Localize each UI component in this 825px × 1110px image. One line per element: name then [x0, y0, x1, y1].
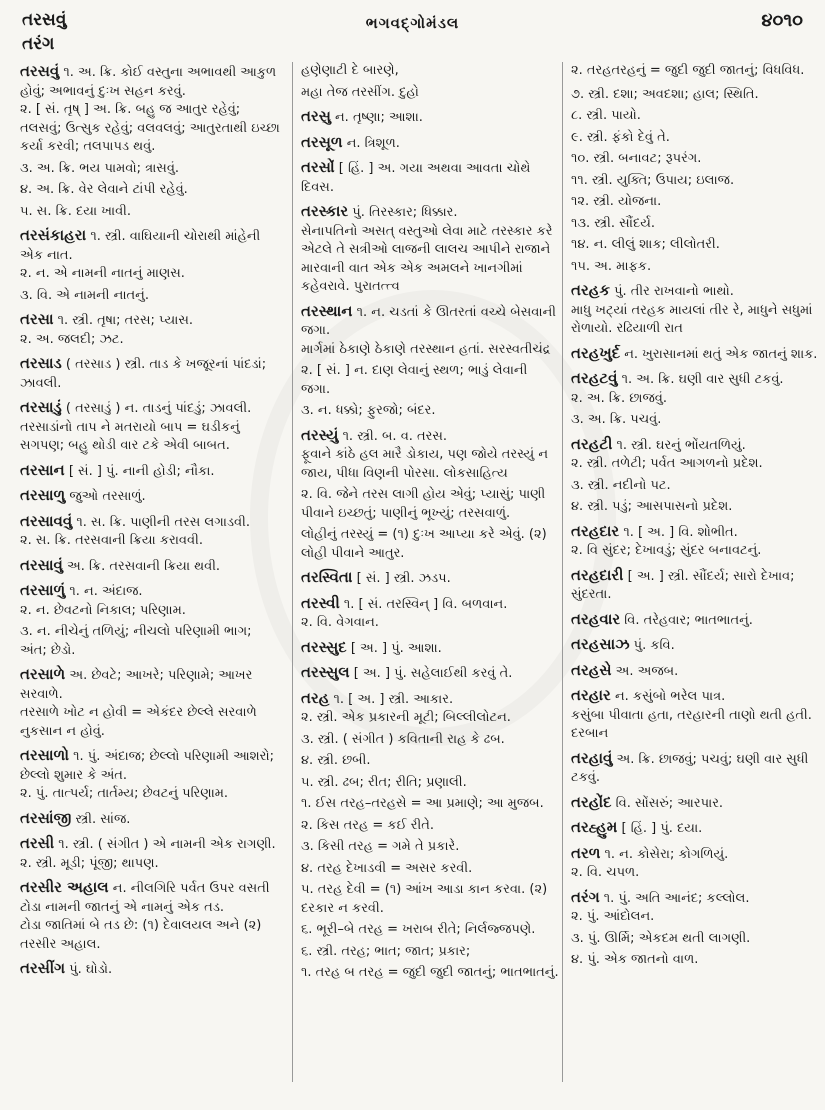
headword: તરહાવું — [571, 748, 613, 767]
headword: તરસવું — [20, 62, 60, 80]
definition-line: ન. ખુરાસાનમાં થતું એક જાતનું શાક. — [624, 346, 818, 362]
definition-line: ૨. વિ. ચપળ. — [571, 865, 640, 880]
definition-line: ૧૪. ન. લીલું શાક; લીલોતરી. — [571, 237, 720, 252]
definition-line: ૨. [ સં. ] ન. દાણ લેવાનું સ્થળ; ભાડું લેવાની જગા. — [301, 363, 528, 397]
definition-line: [ સં. ] પું. નાની હોડી; નૌકા. — [68, 463, 215, 479]
dictionary-entry — [571, 566, 819, 605]
headword: તરસ્થાન — [301, 301, 353, 320]
headword: તરહક — [571, 281, 610, 299]
definition-line: લોહીનું તરસ્યું = (૧) દુઃખ આપ્યા કરે એવું. (૨) લોહી પીવાને આતુર. — [301, 527, 547, 561]
headword: તરહવાર — [571, 609, 621, 628]
headword: તરસાવવું — [20, 511, 73, 530]
definition-line: માર્ગમાં ઠેકાણે ઠેકાણે તરસ્થાન હતાં. સરસ્વતીચંદ્ર — [301, 341, 551, 357]
headword: તરસાળે — [20, 665, 66, 683]
page-number: ૪૦૧૦ — [761, 10, 803, 31]
definition-line: ૫. તરહ દેવી = (૧) આંખ આડા કાન કરવા. (૨) દરકાર ન કરવી. — [301, 882, 548, 916]
definition-line: અ. ક્રિ. છાજવું; પચવું; ઘણી વાર સુધી ટકવું. — [571, 751, 809, 785]
definition-line: ૩. ન. નીચેનું તળિયું; નીચલો પરિણામી ભાગ; અંત; છેડો. — [20, 624, 252, 658]
dictionary-entry — [571, 435, 819, 517]
headword: તરસંકાહરા — [20, 226, 87, 244]
definition-line: ૨. તરહતરહનું = જુદી જુદી જાતનું; વિધવિધ. — [571, 63, 805, 78]
dictionary-entry — [20, 556, 282, 577]
definition-line: ૧૧. સ્ત્રી. યુક્તિ; ઉપાય; ઇલાજ. — [571, 172, 735, 188]
dictionary-entry — [301, 62, 559, 102]
headword: તરસા — [20, 310, 54, 328]
definition-line: પું. કવિ. — [633, 638, 675, 653]
definition-line: ૨. ન. છેવટનો નિકાલ; પરિણામ. — [20, 602, 186, 618]
definition-line: ૧. ન. અંદાજ. — [69, 584, 143, 599]
definition-line: પું. તીર રાખવાનો ભાથો. — [614, 284, 734, 299]
dictionary-entry — [571, 793, 819, 814]
definition-line: ૨. સ્ત્રી. મૂડી; પૂંજી; થાપણ. — [20, 855, 159, 871]
definition-line: ૪. સ્ત્રી. પડું; આસપાસનો પ્રદેશ. — [571, 499, 733, 514]
definition-line: સેનાપતિનો અસત્ વસ્તુઓ લેવા માટે તરસ્કાર કરે એટલે તે સત્રીઓ લાજની લાલચ આપીને રાજાને મારવાની વાત એક એક અમલને ખાનગીમાં કહેવરાવે. પુરાતત્ત્વ — [301, 223, 553, 294]
definition-line: અ. છેવટે; આખરે; પરિણામે; આખર સરવાળે. — [20, 668, 253, 702]
guide-word-first: તરસવું — [22, 10, 67, 30]
definition-line: ન. કસુંબો ભરેલ પાત્ર. — [614, 689, 726, 704]
dictionary-entry — [571, 281, 819, 339]
definition-line: ૧. [ અ. ] સ્ત્રી. આકાર. — [333, 691, 454, 707]
dictionary-entry — [571, 661, 819, 682]
definition-line: ૧. અ. ક્રિ. ઘણી વાર સુધી ટકવું. — [621, 372, 784, 387]
definition-line: ૧૨. સ્ત્રી. યોજના. — [571, 194, 662, 209]
page-title: ભગવદ્ગોમંડલ — [365, 14, 460, 32]
definition-line: ૧. પું. અતિ આનંદ; કલ્લોલ. — [603, 890, 750, 906]
definition-line: ૯. સ્ત્રી. ફંકો દેવું તે. — [571, 129, 670, 145]
dictionary-entry — [571, 818, 819, 839]
definition-line: ૨. કિસ તરહ = કઈ રીતે. — [301, 817, 434, 833]
definition-line: પું. ઘોડો. — [69, 962, 113, 977]
dictionary-entry — [301, 426, 559, 564]
definition-line: [ અ. ] પું. આશા. — [350, 640, 442, 656]
headword: તરસ્સુદ — [301, 637, 347, 656]
definition-line: ફૂવાને કાંઠે હલ મારૈ ડોકાય, પણ જોયે તરસ્યું ન જાય, પીધા વિણની પોરસા. લોકસાહિત્ય — [301, 447, 548, 481]
definition-line: ૧૩. સ્ત્રી. સૌંદર્ય. — [571, 215, 655, 231]
dictionary-entry — [301, 158, 559, 197]
definition-line: માધુ ખટ્યાં તરહક માયલાં તીર રે, માધુને સધુમાં રોળાયો. રઢિયાળી રાત — [571, 302, 813, 336]
definition-line: હણેણાટી દે બારણે, — [301, 63, 399, 78]
dictionary-entry — [571, 522, 819, 561]
definition-line: ૧. સ્ત્રી. વાઘિયાની ચોરાથી માંહેની એક નાત. — [20, 229, 261, 263]
definition-line: ( તરસાડું ) ન. તાડનું પાંદડું; ઝાવલી. — [65, 401, 252, 416]
headword: તરસીંગ — [20, 959, 66, 977]
definition-line: [ હિં. ] અ. ગયા અથવા આવતા ચોથે દિવસ. — [301, 161, 531, 195]
headword: તરહખુર્દ — [571, 343, 621, 362]
definition-line: વિ. સોંસરું; આરપાર. — [615, 795, 724, 811]
dictionary-entry — [571, 369, 819, 430]
definition-line: ( તરસાડ ) સ્ત્રી. તાડ કે ખજૂરનાં પાંદડાં; ઝાવલી. — [20, 357, 267, 391]
dictionary-entry — [301, 568, 559, 589]
headword: તરસ્વી — [301, 593, 340, 612]
definition-line: ૨. ન. એ નામની નાતનું માણસ. — [20, 266, 185, 281]
dictionary-entry — [20, 354, 282, 393]
definition-line: ૧૦. સ્ત્રી. બનાવટ; રૂપરંગ. — [571, 151, 702, 166]
headword: તરસ્કાર — [301, 202, 349, 220]
definition-line: ૪. સ્ત્રી. છબી. — [301, 753, 371, 768]
dictionary-entry — [20, 878, 282, 954]
dictionary-entry — [20, 512, 282, 551]
definition-line: ૭. સ્ત્રી. દશા; અવદશા; હાલ; સ્થિતિ. — [571, 86, 759, 102]
definition-line: ૧. સ. ક્રિ. પાણીની તરસ લગાડવી. — [76, 514, 250, 530]
definition-line: ૧. સ્ત્રી. બ. વ. તરસ. — [342, 428, 448, 444]
definition-line: ૪. પું. એક જાતનો વાળ. — [571, 952, 699, 967]
definition-line: મહા તેજ તરસીંગ. દુહો — [301, 84, 419, 100]
dictionary-entry — [571, 86, 819, 277]
headword: તરસાવું — [20, 555, 63, 574]
dictionary-entry — [301, 302, 559, 421]
definition-line: ૬. સ્ત્રી. તરહ; ભાત; જાત; પ્રકાર; — [301, 943, 471, 959]
dictionary-entry — [20, 665, 282, 741]
headword: તરહસે — [571, 660, 612, 679]
headword: તરહ — [301, 688, 330, 707]
dictionary-entry — [301, 594, 559, 633]
definition-line: ૧. સ્ત્રી. તૃષા; તરસ; પ્યાસ. — [57, 313, 193, 328]
headword: તરસ્યું — [301, 425, 339, 444]
definition-line: અ. અજબ. — [615, 663, 679, 679]
definition-line: જુઓ તરસાળું. — [69, 489, 146, 504]
definition-line: ૩. અ. ક્રિ. ભય પામવો; ત્રાસવું. — [20, 160, 180, 176]
dictionary-entry — [20, 746, 282, 804]
dictionary-entry — [20, 226, 282, 305]
definition-line: ૨. વિ. વેગવાન. — [301, 615, 379, 630]
headword: તરસાંજી — [20, 808, 72, 827]
dictionary-entry — [20, 398, 282, 456]
column-3 — [562, 62, 819, 1082]
headword: તરસ્વિતા — [301, 568, 353, 586]
definition-line: ૪. અ. ક્રિ. વેર લેવાને ટાંપી રહેવું. — [20, 182, 188, 197]
definition-line: તરસાળે ખોટ ન હોવી = એકંદર છેલ્લે સરવાળે નુકસાન ન હોવું. — [20, 705, 257, 739]
dictionary-entry — [571, 344, 819, 365]
definition-line: કસુંબા પીવાતા હતા, તરહારની તાણો થતી હતી. દરબાન — [571, 707, 812, 741]
dictionary-entry — [571, 610, 819, 631]
definition-line: ન. ત્રિશૂળ. — [346, 135, 400, 151]
headword: તરહાર — [571, 686, 611, 704]
definition-line: ૬. ભૂરી–બે તરહ = ખરાબ રીતે; નિર્લજ્જપણે. — [301, 922, 536, 937]
definition-line: ૧. ઈસ તરહ–તરહસે = આ પ્રમાણે; આ મુજબ. — [301, 796, 544, 811]
definition-line: ૧. સ્ત્રી. ઘરનું ભોંયતળિયું. — [616, 437, 746, 453]
headword: તરહદાર — [571, 521, 620, 540]
definition-line: ૮. સ્ત્રી. પાયો. — [571, 108, 641, 123]
definition-line: ન. નીલગિરિ પર્વત ઉપર વસતી ટોડા નામની જાતનું એ નામનું એક તડ. — [20, 881, 270, 915]
definition-line: ૧. અ. ક્રિ. કોઈ વસ્તુના અભાવથી આકુળ હોવું; અભાવનું દુઃખ સહન કરવું. — [20, 65, 277, 99]
definition-line: ૩. સ્ત્રી. નદીનો પટ. — [571, 477, 671, 493]
dictionary-entry — [301, 133, 559, 154]
headword: તરહ્હુમ — [571, 818, 618, 836]
definition-line: ૨. અ. ક્રિ. છાજવું. — [571, 390, 668, 406]
headword: તરસી — [20, 834, 55, 852]
definition-line: અ. ક્રિ. તરસવાની ક્રિયા થવી. — [67, 558, 221, 574]
headword: તરસીર અહાલ — [20, 878, 109, 896]
definition-line: [ અ. ] પું. સહેલાઈથી કરવું તે. — [353, 666, 513, 681]
dictionary-entry — [571, 888, 819, 970]
definition-line: ટોડા જાતિમાં બે તડ છે: (૧) દેવાલયલ અને (૨) તરસીર અહાલ. — [20, 918, 262, 952]
definition-line: ૪. તરહ દેખાડવી = અસર કરવી. — [301, 860, 473, 876]
column-2 — [292, 62, 559, 1082]
definition-line: ૨. [ સં. તૃષ્ ] અ. ક્રિ. બહુ જ આતુર રહેવું; તલસવું; ઉત્સુક રહેવું; વલવલવું; આતુરતાથી ઇચ્છા કર્યા કરવી; તલપાપડ થવું. — [20, 102, 280, 154]
dictionary-entry — [301, 202, 559, 297]
definition-line: ૩. પું. ઊર્મિ; એકદમ થતી લાગણી. — [571, 930, 751, 946]
definition-line: ન. તૃષ્ણા; આશા. — [335, 110, 423, 125]
dictionary-entry — [20, 809, 282, 830]
headword: તરહટવું — [571, 369, 618, 387]
definition-line: ૧૫. અ. માફક. — [571, 258, 652, 274]
definition-line: ૨. અ. જલદી; ઝટ. — [20, 331, 124, 347]
dictionary-entry — [571, 686, 819, 744]
definition-line: પું. તિરસ્કાર; ધિક્કાર. — [352, 205, 458, 220]
headword: તરસાડ — [20, 354, 62, 372]
headword: તરહોંદ — [571, 792, 612, 811]
definition-line: ૩. વિ. એ નામની નાતનું. — [20, 287, 149, 303]
definition-line: વિ. તરેહવાર; ભાતભાતનું. — [624, 612, 753, 628]
headword: તરહસાઝ — [571, 635, 630, 653]
definition-line: ૨. પું. તાત્પર્ય; તાર્તમ્ય; છેવટનું પરિણામ. — [20, 786, 229, 801]
page-header — [0, 0, 825, 60]
dictionary-entry — [20, 310, 282, 349]
dictionary-entry — [20, 581, 282, 660]
dictionary-entry — [20, 486, 282, 507]
definition-line: ૧. ન. ચડતાં કે ઊતરતાં વચ્ચે બેસવાની જગા. — [301, 304, 556, 338]
definition-line: ૨. સ. ક્રિ. તરસવાની ક્રિયા કરાવવી. — [20, 533, 203, 548]
headword: તરસોં — [301, 158, 335, 176]
definition-line: ૧. ન. કોસેરા; કોગળિયું. — [604, 846, 729, 862]
definition-line: ૨. વિ સુંદર; દેખાવડું; સુંદર બનાવટનું. — [571, 543, 762, 558]
dictionary-entry — [20, 834, 282, 873]
headword: તરહદારી — [571, 565, 624, 584]
guide-word-second: તરંગ — [22, 34, 55, 54]
definition-line: ૫. સ. ક્રિ. દયા ખાવી. — [20, 203, 132, 219]
dictionary-entry — [20, 62, 282, 221]
definition-line: ૨. સ્ત્રી. એક પ્રકારની મૂટી; બિલ્લીલોટન. — [301, 710, 511, 725]
definition-line: ૩. સ્ત્રી. ( સંગીત ) કવિતાની રાહ કે ઢબ. — [301, 731, 505, 747]
headword: તરસાન — [20, 460, 65, 479]
column-1 — [20, 62, 282, 1082]
definition-line: ૧. [ સં. તરસ્વિન્ ] વિ. બળવાન. — [343, 596, 508, 612]
definition-line: ૨. વિ. જેને તરસ લાગી હોય એવું; પ્યાસું; પાણી પીવાને ઇચ્છતું; પાણીનું ભૂખ્યું; તરસવાળું. — [301, 487, 546, 521]
definition-line: ૨. સ્ત્રી. તળેટી; પર્વત આગળનો પ્રદેશ. — [571, 456, 763, 471]
headword: તરંગ — [571, 887, 600, 906]
definition-line: ૧. પું. અંદાજ; છેલ્લો પરિણામી આશરો; છેલ્લો શુમાર કે અંત. — [20, 749, 275, 783]
dictionary-entry — [301, 107, 559, 128]
definition-line: ૩. અ. ક્રિ. પચવું. — [571, 412, 662, 427]
definition-line: સ્ત્રી. સાંજ. — [75, 811, 131, 827]
definition-line: ૧. સ્ત્રી. ( સંગીત ) એ નામની એક રાગણી. — [58, 837, 276, 852]
dictionary-entry — [20, 959, 282, 980]
dictionary-entry — [301, 663, 559, 684]
headword: તરસૂળ — [301, 132, 343, 151]
dictionary-entry — [301, 689, 559, 983]
definition-line: ૨. પું. આંદોલન. — [571, 909, 655, 924]
definition-line: ૧. [ અ. ] વિ. શોભીત. — [623, 524, 738, 540]
headword: તરસાળું — [20, 581, 66, 599]
dictionary-entry — [571, 635, 819, 656]
dictionary-entry — [571, 844, 819, 883]
definition-line: [ અ. ] સ્ત્રી. સૌંદર્ય; સારો દેખાવ; સુંદરતા. — [571, 568, 795, 602]
definition-line: [ સં. ] સ્ત્રી. ઝડપ. — [356, 571, 451, 586]
definition-line: ૩. કિસી તરહ = ગમે તે પ્રકારે. — [301, 839, 460, 854]
headword: તરસ્સુલ — [301, 663, 350, 681]
headword: તરસાળો — [20, 746, 69, 764]
headword: તરળ — [571, 843, 601, 862]
definition-line: ૩. ન. ધક્કો; ફુરજો; બંદર. — [301, 403, 436, 418]
dictionary-entry — [571, 62, 819, 81]
dictionary-entry — [20, 461, 282, 482]
dictionary-entry — [571, 749, 819, 788]
headword: તરસાડું — [20, 398, 62, 416]
definition-line: [ હિં. ] પું. દયા. — [621, 821, 703, 836]
headword: તરસાળુ — [20, 486, 66, 504]
headword: તરહટી — [571, 434, 613, 453]
definition-line: ૧. તરહ બ તરહ = જુદી જુદી જાતનું; ભાતભાતનું. — [301, 965, 559, 980]
headword: તરસુ — [301, 107, 331, 125]
definition-line: ૫. સ્ત્રી. ઢબ; રીત; રીતિ; પ્રણાલી. — [301, 774, 467, 790]
dictionary-entry — [301, 638, 559, 659]
definition-line: તરસાડાંનો તાપ ને મતરાયો બાપ = ઘડીકનું સગપણ; બહુ થોડી વાર ટકે એવી બાબત. — [20, 419, 240, 453]
